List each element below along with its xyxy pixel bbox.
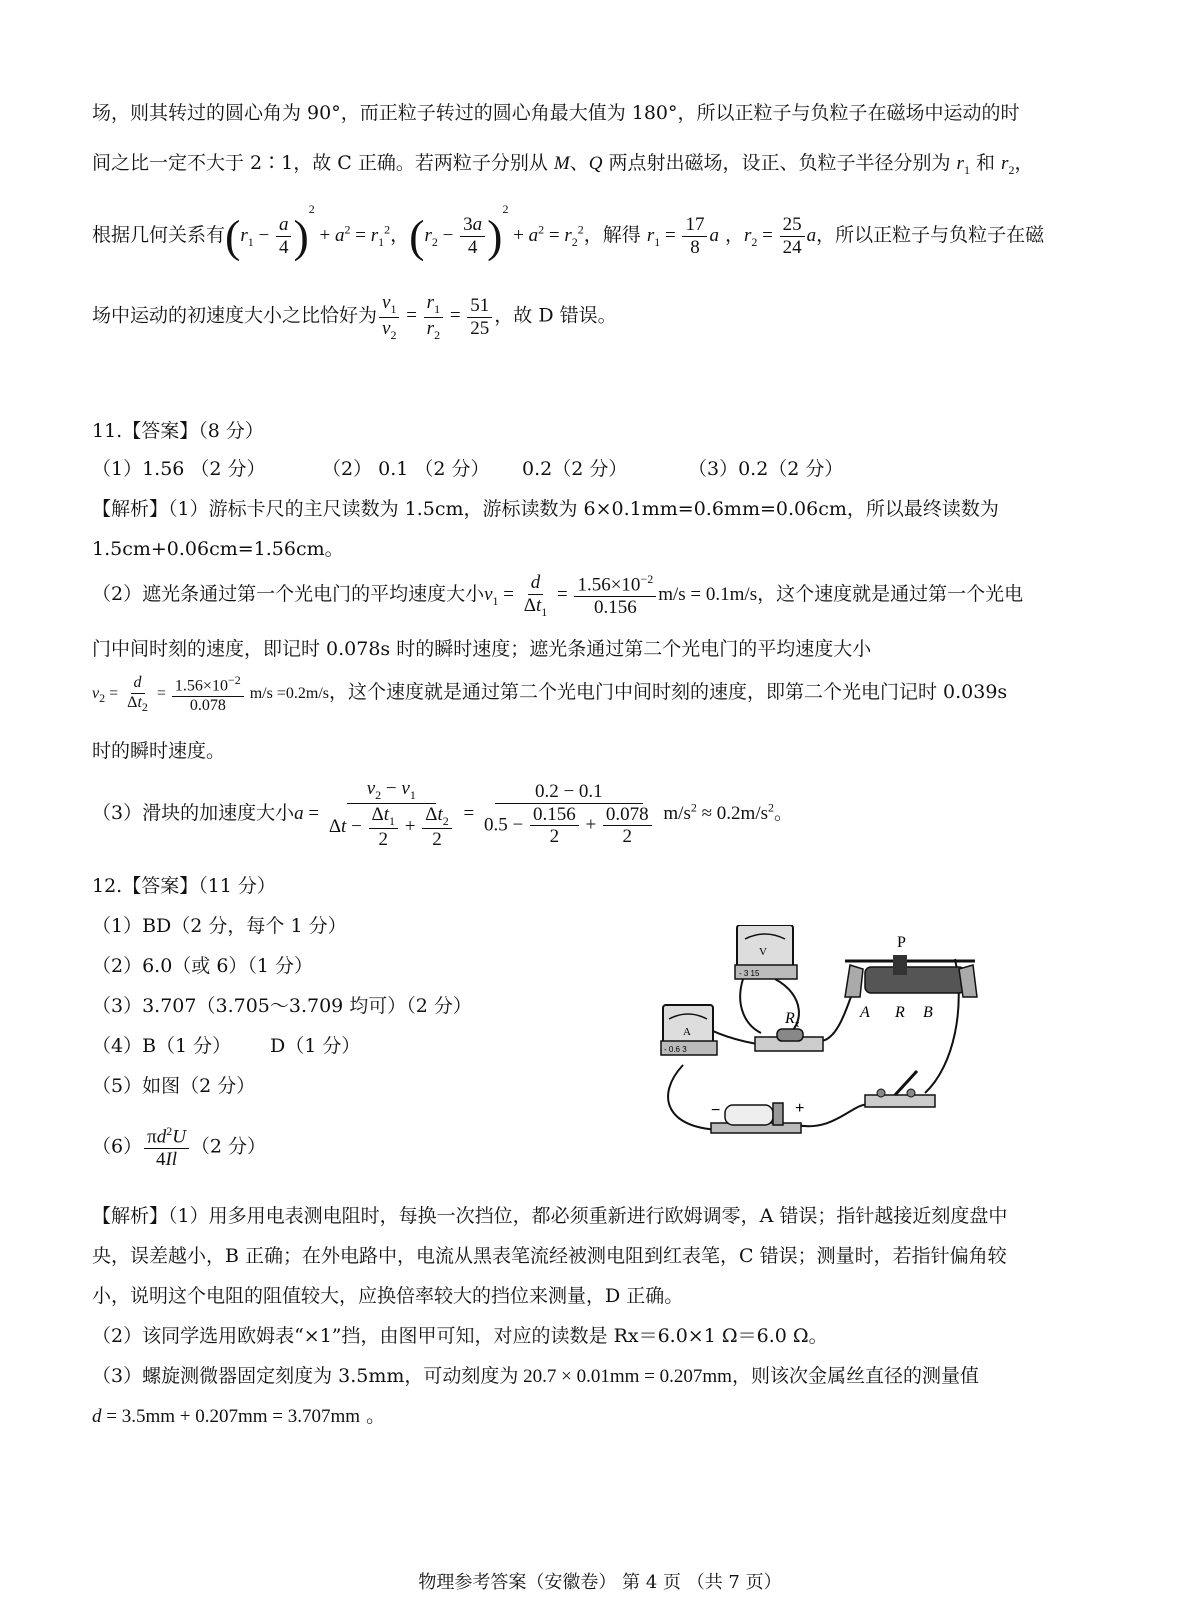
svg-text:P: P [897, 934, 906, 951]
q12-explanation-4: （2）该同学选用欧姆表“×1”挡，由图甲可知，对应的读数是 Rx＝6.0×1 Ω＝6.0 Ω。 [92, 1325, 828, 1347]
page-footer: 物理参考答案（安徽卷） 第 4 页 （共 7 页） [418, 1572, 782, 1593]
q12-answer: （1）BD（2 分，每个 1 分） [92, 915, 347, 937]
velocity-ratio-line: 场中运动的初速度大小之比恰好为 $\frac{v_1}{v_2}$ = $\frac{r_1}{r_2}$ = $\frac{51}{25}$ ，故 D 错误。 [92, 292, 617, 342]
q11-explanation-3: （3）滑块的加速度大小a = $v_2 - v_1$ Δt − $\frac{\Delta t_1}{2}$ + $\frac{\Delta t_2}{2}$ = 0.2 − 0.1 0.5 − $\frac{0.156}{2}$ + $\frac{0.078}{2}$ $m/s^2 \approx 0.2m/s^2$。 [92, 778, 794, 851]
q11-answer: （1）1.56 （2 分） [92, 458, 266, 480]
text-line: 场，则其转过的圆心角为 90°，而正粒子转过的圆心角最大值为 180°，所以正粒子与负粒子在磁场中运动的时 [92, 102, 1020, 124]
battery [711, 1100, 804, 1133]
q12-answer: （4）B（1 分） [92, 1035, 232, 1057]
q11-answer: （2） 0.1 （2 分） [322, 458, 490, 480]
svg-text:A: A [683, 1026, 691, 1038]
q11-explanation-1: 【解析】（1）游标卡尺的主尺读数为 1.5cm，游标读数为 6×0.1mm=0.6mm=0.06cm，所以最终读数为 [92, 498, 999, 520]
q11-heading: 11.【答案】（8 分） [92, 420, 264, 442]
svg-text:+: + [795, 1100, 805, 1117]
svg-text:−: − [711, 1102, 721, 1119]
q11-explanation-2e: 时的瞬时速度。 [92, 740, 226, 762]
q12-explanation-3: 小，说明这个电阻的阻值较大，应换倍率较大的挡位来测量，D 正确。 [92, 1285, 684, 1307]
svg-text:V: V [759, 946, 767, 958]
q12-answer: D（1 分） [270, 1035, 361, 1057]
q11-answer: 0.2（2 分） [522, 458, 628, 480]
q12-explanation-2: 央，误差越小，B 正确；在外电路中，电流从黑表笔流经被测电阻到红表笔，C 错误；测量时，若指针偏角较 [92, 1245, 1007, 1267]
resistor-rx [755, 1010, 823, 1051]
svg-text:A: A [860, 1004, 870, 1021]
ammeter [661, 1005, 717, 1055]
svg-text:- 3 15: - 3 15 [739, 969, 760, 978]
q12-explanation-5: （3）螺旋测微器固定刻度为 3.5mm，可动刻度为 20.7 × 0.01mm = 0.207mm，则该次金属丝直径的测量值 [92, 1365, 979, 1387]
text-line: 间之比一定不大于 2∶1，故 C 正确。若两粒子分别从 M、Q 两点射出磁场，设正、负粒子半径分别为 $r_1$ 和 $r_2$， [92, 152, 1034, 177]
circuit-diagram [655, 925, 985, 1145]
svg-text:Rx: $R_x$ [785, 1010, 800, 1030]
q12-answer: （3）3.707（3.705～3.709 均可）（2 分） [92, 995, 472, 1017]
rheostat [845, 934, 977, 1021]
q11-explanation-2c: 门中间时刻的速度，即记时 0.078s 时的瞬时速度；遮光条通过第二个光电门的平均速度大小 [92, 638, 872, 660]
q12-explanation-6: d = 3.5mm + 0.207mm = 3.707mm 。 [92, 1405, 386, 1427]
svg-text:- 0.6 3: - 0.6 3 [664, 1045, 687, 1054]
q11-explanation-2d: $v_2$ = $\frac{d}{\Delta t_2}$ = $\frac{1.56\times 10^{-2}}{0.078}$ m/s =0.2m/s，这个速度就是通过第二个光电门中间时刻的速度，即第二个光电门记时 0.039s [92, 673, 1008, 714]
q12-answer: （2）6.0（或 6）（1 分） [92, 955, 314, 977]
q12-heading: 12.【答案】（11 分） [92, 875, 276, 897]
q12-answer: （5）如图（2 分） [92, 1075, 256, 1097]
voltmeter [735, 925, 797, 979]
q11-explanation-2: （2）遮光条通过第一个光电门的平均速度大小$v_1$ = $\frac{d}{\Delta t_1}$ = $\frac{1.56\times 10^{-2}}{0.156}$ m/s = 0.1m/s，这个速度就是通过第一个光电 [92, 571, 1024, 619]
svg-text:B: B [923, 1004, 933, 1021]
q12-answer-6: （6） $\frac{\pi d^2U}{4Il}$ （2 分） [92, 1124, 267, 1171]
q11-explanation-1b: 1.5cm+0.06cm=1.56cm。 [92, 538, 344, 560]
q11-answer: （3）0.2（2 分） [688, 458, 844, 480]
q12-explanation-1: 【解析】（1）用多用电表测电阻时，每换一次挡位，都必须重新进行欧姆调零，A 错误；指针越接近刻度盘中 [92, 1205, 1008, 1227]
svg-text:R: R [895, 1004, 905, 1021]
geometry-equation-line: 根据几何关系有($r_1$ − $\frac{a}{4}$ )$^2 + a^2 = r_1^2$，($r_2$ − $\frac{3a}{4}$ )$^2 + a^2 = r_2^2$，解得 $r_1$ = $\frac{17}{8}$ a ，$r_2$ = $\frac{25}{24}$ a，所以正粒子与负粒子在磁 [92, 202, 1045, 262]
switch [865, 1071, 935, 1107]
